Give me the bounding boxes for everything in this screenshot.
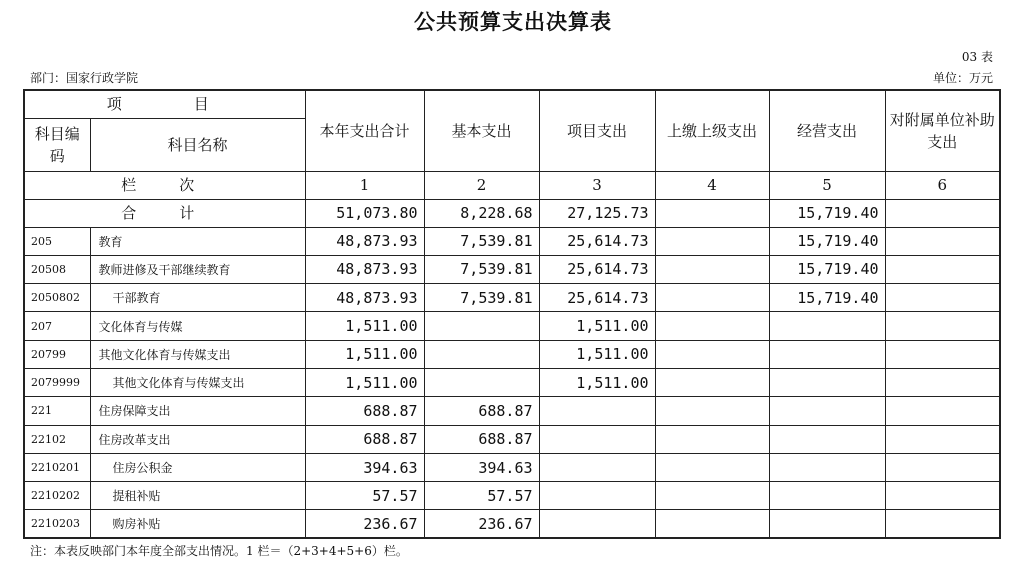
subject-code: 205 bbox=[24, 227, 90, 255]
amount-cell bbox=[769, 425, 885, 453]
subject-name: 住房改革支出 bbox=[90, 425, 305, 453]
table-row bbox=[24, 453, 1000, 481]
amount-cell bbox=[655, 255, 769, 283]
unit-label: 单位：万元 bbox=[932, 71, 993, 85]
amount-cell bbox=[885, 340, 1000, 368]
subject-name: 其他文化体育与传媒支出 bbox=[90, 368, 305, 396]
subject-name: 住房公积金 bbox=[90, 453, 305, 481]
amount-cell: 394.63 bbox=[424, 453, 539, 481]
total-value: 27,125.73 bbox=[539, 199, 655, 227]
amount-cell: 1,511.00 bbox=[305, 312, 424, 340]
subject-code: 2079999 bbox=[24, 368, 90, 396]
subject-name: 干部教育 bbox=[90, 284, 305, 312]
amount-cell bbox=[655, 227, 769, 255]
amount-cell: 1,511.00 bbox=[539, 312, 655, 340]
amount-cell bbox=[539, 482, 655, 510]
department-label: 部门：国家行政学院 bbox=[30, 71, 139, 85]
table-row bbox=[24, 255, 1000, 283]
subject-name: 购房补贴 bbox=[90, 510, 305, 538]
col-number: 5 bbox=[769, 171, 885, 199]
header-col-remit: 上缴上级支出 bbox=[655, 90, 769, 171]
amount-cell bbox=[769, 340, 885, 368]
footnote: 注：本表反映部门本年度全部支出情况。1 栏＝（2+3+4+5+6）栏。 bbox=[30, 544, 408, 558]
amount-cell bbox=[769, 453, 885, 481]
amount-cell bbox=[885, 368, 1000, 396]
subject-code: 22102 bbox=[24, 425, 90, 453]
amount-cell: 7,539.81 bbox=[424, 284, 539, 312]
header-col-total: 本年支出合计 bbox=[305, 90, 424, 171]
amount-cell: 7,539.81 bbox=[424, 227, 539, 255]
row-label: 栏 次 bbox=[24, 171, 305, 199]
amount-cell bbox=[655, 397, 769, 425]
amount-cell bbox=[885, 255, 1000, 283]
expenditure-table bbox=[23, 89, 1001, 539]
col-number: 4 bbox=[655, 171, 769, 199]
subject-code: 2050802 bbox=[24, 284, 90, 312]
amount-cell bbox=[769, 397, 885, 425]
total-value bbox=[885, 199, 1000, 227]
amount-cell: 57.57 bbox=[305, 482, 424, 510]
amount-cell bbox=[539, 425, 655, 453]
subject-code: 20508 bbox=[24, 255, 90, 283]
amount-cell: 15,719.40 bbox=[769, 255, 885, 283]
header-col-subsidy: 对附属单位补助支出 bbox=[885, 90, 1000, 171]
col-number: 6 bbox=[885, 171, 1000, 199]
table-row bbox=[24, 510, 1000, 538]
col-number: 1 bbox=[305, 171, 424, 199]
amount-cell bbox=[424, 368, 539, 396]
subject-code: 207 bbox=[24, 312, 90, 340]
amount-cell bbox=[885, 227, 1000, 255]
amount-cell bbox=[655, 482, 769, 510]
col-number: 2 bbox=[424, 171, 539, 199]
header-name: 科目名称 bbox=[90, 118, 305, 171]
amount-cell: 7,539.81 bbox=[424, 255, 539, 283]
subject-code: 20799 bbox=[24, 340, 90, 368]
subject-name: 其他文化体育与传媒支出 bbox=[90, 340, 305, 368]
amount-cell bbox=[539, 453, 655, 481]
subject-code: 221 bbox=[24, 397, 90, 425]
amount-cell bbox=[885, 510, 1000, 538]
amount-cell: 236.67 bbox=[305, 510, 424, 538]
table-row bbox=[24, 312, 1000, 340]
header-col-operating: 经营支出 bbox=[769, 90, 885, 171]
amount-cell bbox=[655, 312, 769, 340]
amount-cell: 688.87 bbox=[424, 425, 539, 453]
amount-cell bbox=[885, 284, 1000, 312]
table-row bbox=[24, 397, 1000, 425]
table-row bbox=[24, 227, 1000, 255]
table-row bbox=[24, 368, 1000, 396]
amount-cell bbox=[539, 510, 655, 538]
form-number: 03 表 bbox=[961, 50, 993, 64]
subject-code: 2210203 bbox=[24, 510, 90, 538]
amount-cell bbox=[655, 510, 769, 538]
amount-cell: 688.87 bbox=[305, 397, 424, 425]
amount-cell bbox=[655, 284, 769, 312]
amount-cell bbox=[885, 397, 1000, 425]
subject-name: 住房保障支出 bbox=[90, 397, 305, 425]
amount-cell: 688.87 bbox=[424, 397, 539, 425]
amount-cell: 48,873.93 bbox=[305, 255, 424, 283]
amount-cell bbox=[769, 510, 885, 538]
total-value: 15,719.40 bbox=[769, 199, 885, 227]
col-number: 3 bbox=[539, 171, 655, 199]
amount-cell bbox=[769, 312, 885, 340]
header-col-project: 项目支出 bbox=[539, 90, 655, 171]
amount-cell bbox=[424, 340, 539, 368]
amount-cell bbox=[885, 425, 1000, 453]
subject-name: 教育 bbox=[90, 227, 305, 255]
amount-cell: 48,873.93 bbox=[305, 284, 424, 312]
amount-cell bbox=[655, 425, 769, 453]
amount-cell bbox=[885, 312, 1000, 340]
amount-cell: 236.67 bbox=[424, 510, 539, 538]
amount-cell: 15,719.40 bbox=[769, 284, 885, 312]
header-item: 项 目 bbox=[24, 90, 305, 118]
table-row bbox=[24, 425, 1000, 453]
amount-cell bbox=[424, 312, 539, 340]
amount-cell: 1,511.00 bbox=[305, 368, 424, 396]
subject-name: 教师进修及干部继续教育 bbox=[90, 255, 305, 283]
amount-cell: 25,614.73 bbox=[539, 227, 655, 255]
amount-cell: 57.57 bbox=[424, 482, 539, 510]
amount-cell bbox=[885, 482, 1000, 510]
subject-name: 文化体育与传媒 bbox=[90, 312, 305, 340]
header-code: 科目编码 bbox=[24, 118, 90, 171]
amount-cell: 15,719.40 bbox=[769, 227, 885, 255]
amount-cell: 25,614.73 bbox=[539, 284, 655, 312]
amount-cell bbox=[885, 453, 1000, 481]
subject-code: 2210202 bbox=[24, 482, 90, 510]
amount-cell bbox=[769, 368, 885, 396]
amount-cell: 25,614.73 bbox=[539, 255, 655, 283]
amount-cell: 1,511.00 bbox=[539, 368, 655, 396]
amount-cell bbox=[769, 482, 885, 510]
amount-cell: 688.87 bbox=[305, 425, 424, 453]
total-label: 合 计 bbox=[24, 199, 305, 227]
header-col-basic: 基本支出 bbox=[424, 90, 539, 171]
amount-cell bbox=[655, 340, 769, 368]
page-title: 公共预算支出决算表 bbox=[414, 10, 612, 34]
amount-cell: 1,511.00 bbox=[539, 340, 655, 368]
amount-cell bbox=[655, 368, 769, 396]
amount-cell: 394.63 bbox=[305, 453, 424, 481]
amount-cell bbox=[655, 453, 769, 481]
table-row bbox=[24, 482, 1000, 510]
amount-cell: 48,873.93 bbox=[305, 227, 424, 255]
amount-cell bbox=[539, 397, 655, 425]
table-row bbox=[24, 340, 1000, 368]
amount-cell: 1,511.00 bbox=[305, 340, 424, 368]
total-value: 8,228.68 bbox=[424, 199, 539, 227]
subject-name: 提租补贴 bbox=[90, 482, 305, 510]
subject-code: 2210201 bbox=[24, 453, 90, 481]
total-value bbox=[655, 199, 769, 227]
table-row bbox=[24, 284, 1000, 312]
total-value: 51,073.80 bbox=[305, 199, 424, 227]
